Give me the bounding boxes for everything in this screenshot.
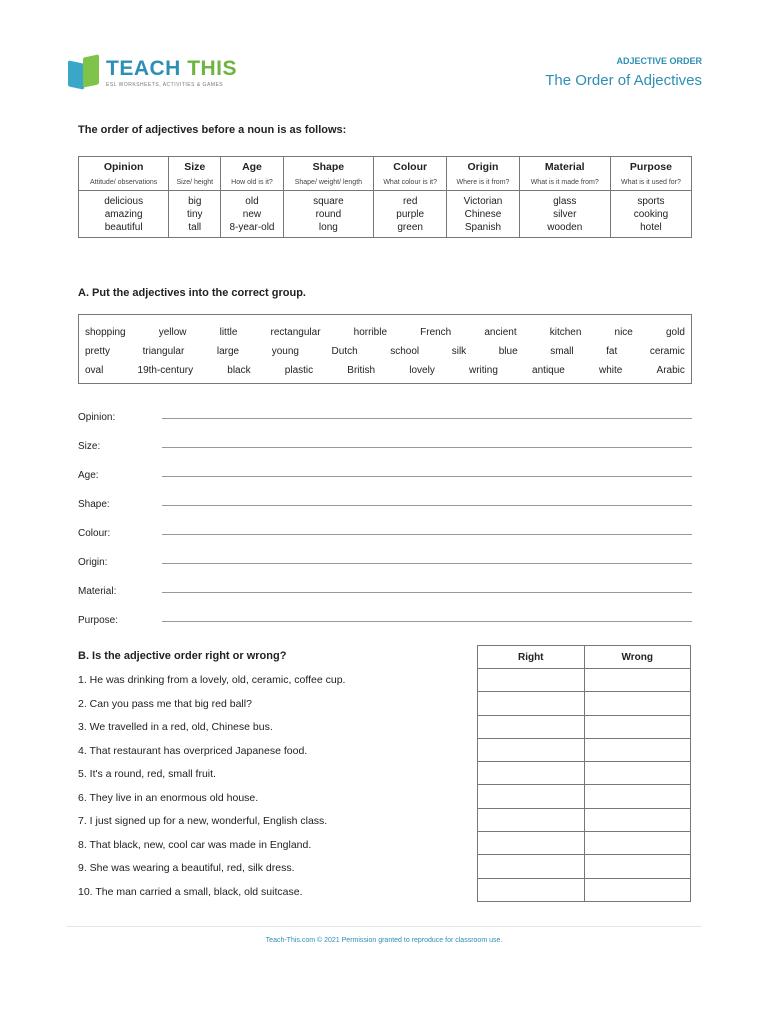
word-item: yellow [158,327,187,338]
column-heading: Purpose [629,161,672,173]
sentence-item: 10. The man carried a small, black, old suitcase. [78,885,303,898]
example-adjective: amazing [104,209,143,220]
example-adjective: tall [188,222,202,233]
column-header-purpose [610,157,691,191]
word-item: school [390,346,420,357]
word-item: silk [451,346,467,357]
column-question: What is it made from? [530,179,599,186]
group-label: Colour: [78,528,111,539]
answer-row [478,832,691,855]
example-adjective: tiny [187,209,203,220]
example-adjective: long [318,222,338,233]
word-item: young [271,346,299,357]
footer-divider [66,926,702,927]
column-heading: Opinion [103,161,144,173]
column-heading: Size [184,161,206,173]
answer-row [478,738,691,761]
column-header-opinion [79,157,169,191]
page-header [66,52,702,102]
column-header-size [169,157,221,191]
word-item: oval [85,365,104,376]
group-row [78,541,692,570]
word-item: writing [468,365,498,376]
word-item: large [216,346,240,357]
word-item: ancient [484,327,517,338]
word-row [85,361,685,380]
word-item: pretty [85,346,111,357]
word-item: fat [606,346,618,357]
word-item: rectangular [270,327,321,338]
right-answer-cell[interactable] [478,715,585,738]
examples-origin [447,191,519,238]
intro-text: The order of adjectives before a noun is as follows: [78,124,347,136]
wrong-answer-cell[interactable] [584,785,691,808]
example-adjective: Chinese [464,209,502,220]
answer-line[interactable] [162,534,692,535]
word-item: plastic [284,365,314,376]
word-item: shopping [85,327,126,338]
right-wrong-table [477,645,691,902]
examples-size [169,191,221,238]
word-item: small [550,346,574,357]
column-question: Shape/ weight/ length [294,179,363,186]
answer-row [478,669,691,692]
sentence-item: 6. They live in an enormous old house. [78,791,259,804]
wrong-answer-cell[interactable] [584,762,691,785]
column-question: Size/ height [176,179,214,186]
document-title: The Order of Adjectives [545,72,702,89]
column-heading: Shape [312,161,345,173]
column-question: What colour is it? [383,179,438,186]
example-adjective: new [242,209,262,220]
example-adjective: Victorian [463,196,503,207]
column-question: How old is it? [231,179,273,186]
sentence-item: 3. We travelled in a red, old, Chinese bus. [78,721,273,733]
group-row [78,483,692,512]
example-adjective: square [313,196,344,207]
right-answer-cell[interactable] [478,785,585,808]
right-column-header: Right [478,646,585,669]
word-item: Arabic [656,365,685,376]
wrong-answer-cell[interactable] [584,855,691,878]
word-item: ceramic [649,346,685,357]
sentence-item: 9. She was wearing a beautiful, red, silk dress. [78,862,295,874]
example-adjective: hotel [640,222,662,233]
examples-purpose [610,191,691,238]
column-question: Attitude/ observations [89,179,158,186]
right-answer-cell[interactable] [478,692,585,715]
answer-row [478,808,691,831]
example-adjective: wooden [547,222,583,233]
example-adjective: red [402,196,418,207]
word-item: British [347,365,376,376]
word-item: 19th-century [137,365,194,376]
wrong-answer-cell[interactable] [584,692,691,715]
examples-shape [283,191,373,238]
answer-row [478,855,691,878]
word-item: blue [498,346,518,357]
answer-row [478,785,691,808]
adjective-groups [78,396,692,628]
word-item: black [227,365,251,376]
answer-line[interactable] [162,563,692,564]
example-adjective: 8-year-old [229,222,275,233]
example-adjective: beautiful [104,222,143,233]
wrong-answer-cell[interactable] [584,878,691,901]
wrong-answer-cell[interactable] [584,715,691,738]
sentence-item: 7. I just signed up for a new, wonderful, English class. [78,815,328,827]
column-header-shape [283,157,373,191]
footer-text: Teach-This.com © 2021 Permission granted to reproduce for classroom use. [265,937,503,944]
group-label: Shape: [78,499,110,510]
logo-word-this: THIS [187,57,238,80]
group-label: Size: [78,441,101,452]
examples-colour [374,191,447,238]
group-label: Material: [78,586,117,597]
word-item: triangular [142,346,185,357]
answer-row [478,878,691,901]
group-row [78,570,692,599]
sentence-item: 1. He was drinking from a lovely, old, ceramic, coffee cup. [78,674,346,686]
example-adjective: green [397,222,423,233]
answer-line[interactable] [162,418,692,419]
sentence-item: 5. It's a round, red, small fruit. [78,768,216,780]
answer-row [478,715,691,738]
example-adjective: delicious [104,196,144,207]
answer-row [478,762,691,785]
column-header-age [221,157,283,191]
word-box [78,314,692,384]
book-logo-icon [66,52,102,90]
group-label: Opinion: [78,412,116,423]
word-item: lovely [409,365,435,376]
examples-material [519,191,610,238]
answer-line[interactable] [162,621,692,622]
sentence-item: 4. That restaurant has overpriced Japanese food. [78,744,308,757]
example-adjective: Spanish [464,222,502,233]
sentence-list [78,672,478,907]
column-heading: Colour [393,161,428,173]
logo-word-teach: TEACH [106,57,181,80]
column-question: What is it used for? [620,179,681,186]
word-item: Dutch [331,346,358,357]
word-item: nice [614,327,633,338]
examples-opinion [79,191,169,238]
group-label: Purpose: [78,615,119,626]
group-row [78,512,692,541]
right-answer-cell[interactable] [478,738,585,761]
example-adjective: cooking [633,209,669,220]
adjective-order-table [78,156,692,238]
example-adjective: old [245,196,259,207]
example-adjective: big [188,196,202,207]
example-adjective: sports [637,196,665,207]
example-adjective: purple [396,209,425,220]
right-answer-cell[interactable] [478,762,585,785]
right-answer-cell[interactable] [478,878,585,901]
examples-age [221,191,283,238]
answer-row [478,692,691,715]
group-label: Origin: [78,557,108,568]
sentence-item: 2. Can you pass me that big red ball? [78,697,252,710]
group-row [78,396,692,425]
group-row [78,425,692,454]
word-item: French [420,327,452,338]
answer-line[interactable] [162,447,692,448]
word-item: white [599,365,623,376]
group-row [78,454,692,483]
example-adjective: glass [553,196,577,207]
word-item: little [219,327,238,338]
right-answer-cell[interactable] [478,669,585,692]
example-adjective: round [315,209,342,220]
wrong-answer-cell[interactable] [584,738,691,761]
column-heading: Material [544,161,585,173]
right-answer-cell[interactable] [478,855,585,878]
sentence-item: 8. That black, new, cool car was made in England. [78,838,312,851]
column-header-colour [374,157,447,191]
column-question: Where is it from? [456,179,510,186]
teach-this-logo [66,52,237,96]
group-row [78,599,692,628]
wrong-answer-cell[interactable] [584,832,691,855]
column-header-origin [447,157,519,191]
group-label: Age: [78,470,99,481]
category-label: ADJECTIVE ORDER [616,56,702,66]
wrong-answer-cell[interactable] [584,808,691,831]
wrong-answer-cell[interactable] [584,669,691,692]
word-item: antique [532,365,565,376]
right-answer-cell[interactable] [478,808,585,831]
right-answer-cell[interactable] [478,832,585,855]
word-item: gold [665,327,685,338]
section-b-heading: B. Is the adjective order right or wrong? [78,650,287,662]
logo-tagline: ESL WORKSHEETS, ACTIVITIES & GAMES [106,82,224,88]
word-row [85,342,685,361]
wrong-column-header: Wrong [584,646,691,669]
example-adjective: silver [553,209,577,220]
column-header-material [519,157,610,191]
answer-line[interactable] [162,476,692,477]
section-a-heading: A. Put the adjectives into the correct group. [78,287,306,299]
word-row [85,323,685,342]
column-heading: Origin [467,161,499,173]
word-item: horrible [353,327,388,338]
answer-line[interactable] [162,505,692,506]
word-item: kitchen [549,327,582,338]
column-heading: Age [242,161,262,173]
answer-line[interactable] [162,592,692,593]
